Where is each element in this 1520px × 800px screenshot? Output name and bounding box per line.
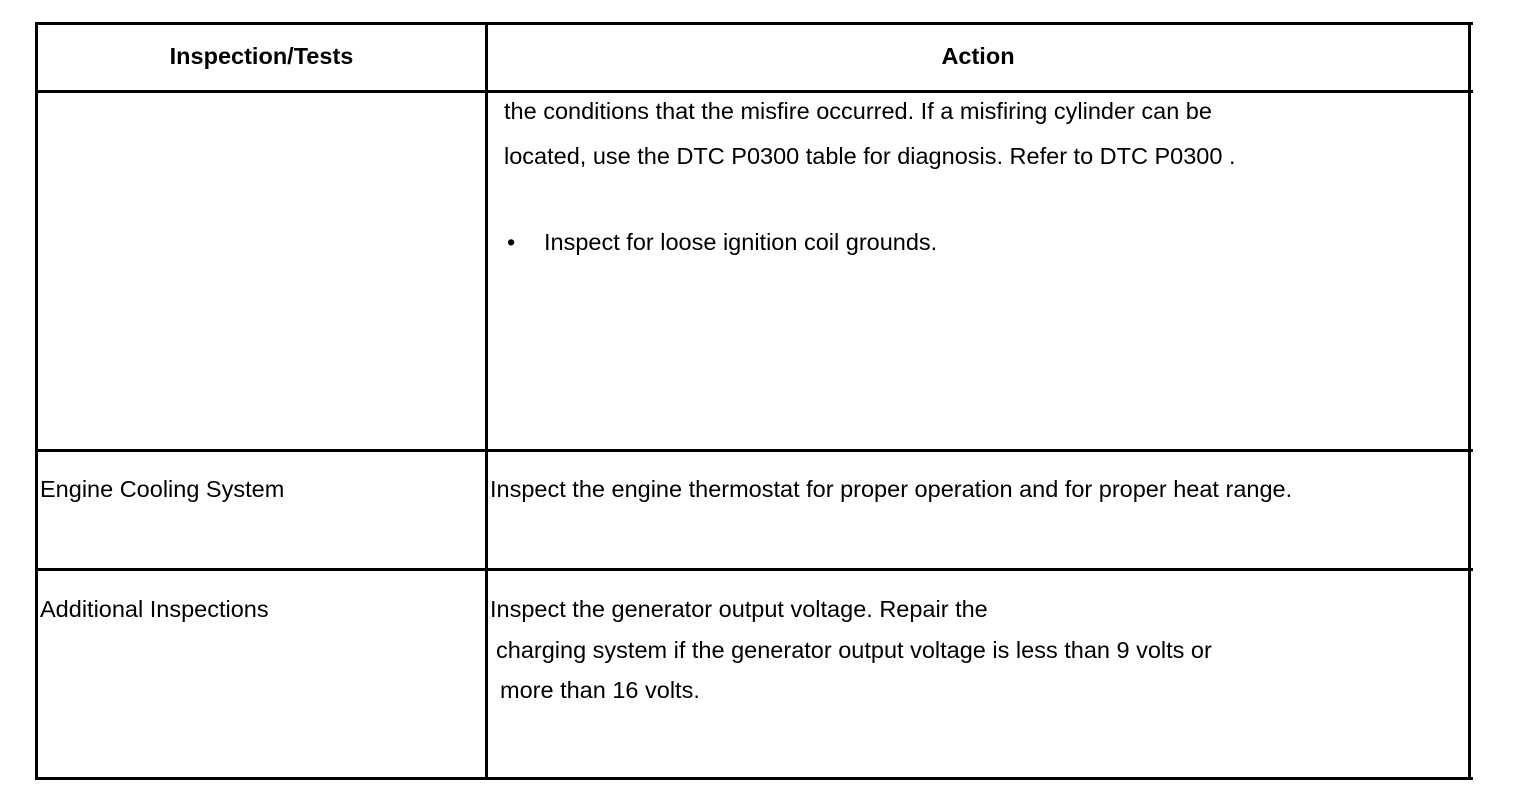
column-divider bbox=[485, 22, 488, 780]
table-border-right bbox=[1468, 22, 1471, 780]
table-border-top bbox=[35, 22, 1473, 25]
inspection-table bbox=[35, 22, 1473, 780]
table-border-bottom bbox=[35, 777, 1473, 780]
row3-action-line-1: Inspect the generator output voltage. Repair the bbox=[490, 596, 988, 622]
row3-test: Additional Inspections bbox=[40, 596, 269, 622]
bullet-icon: • bbox=[507, 229, 516, 255]
header-inspection-tests: Inspection/Tests bbox=[169, 43, 354, 69]
row3-action-line-3: more than 16 volts. bbox=[500, 677, 700, 703]
header-action: Action bbox=[941, 43, 1015, 69]
row2-test: Engine Cooling System bbox=[40, 476, 285, 502]
row2-action-line-1: Inspect the engine thermostat for proper operation and for proper heat range. bbox=[490, 476, 1293, 502]
row1-bullet-text: Inspect for loose ignition coil grounds. bbox=[544, 229, 938, 255]
row1-action-line-2: located, use the DTC P0300 table for diagnosis. Refer to DTC P0300 . bbox=[504, 143, 1236, 169]
row1-action-line-1: the conditions that the misfire occurred. If a misfiring cylinder can be bbox=[504, 98, 1212, 124]
row-divider-2 bbox=[35, 568, 1473, 571]
header-divider bbox=[35, 90, 1473, 93]
row-divider-1 bbox=[35, 449, 1473, 452]
row3-action-line-2: charging system if the generator output voltage is less than 9 volts or bbox=[496, 637, 1212, 663]
table-border-left bbox=[35, 22, 38, 780]
